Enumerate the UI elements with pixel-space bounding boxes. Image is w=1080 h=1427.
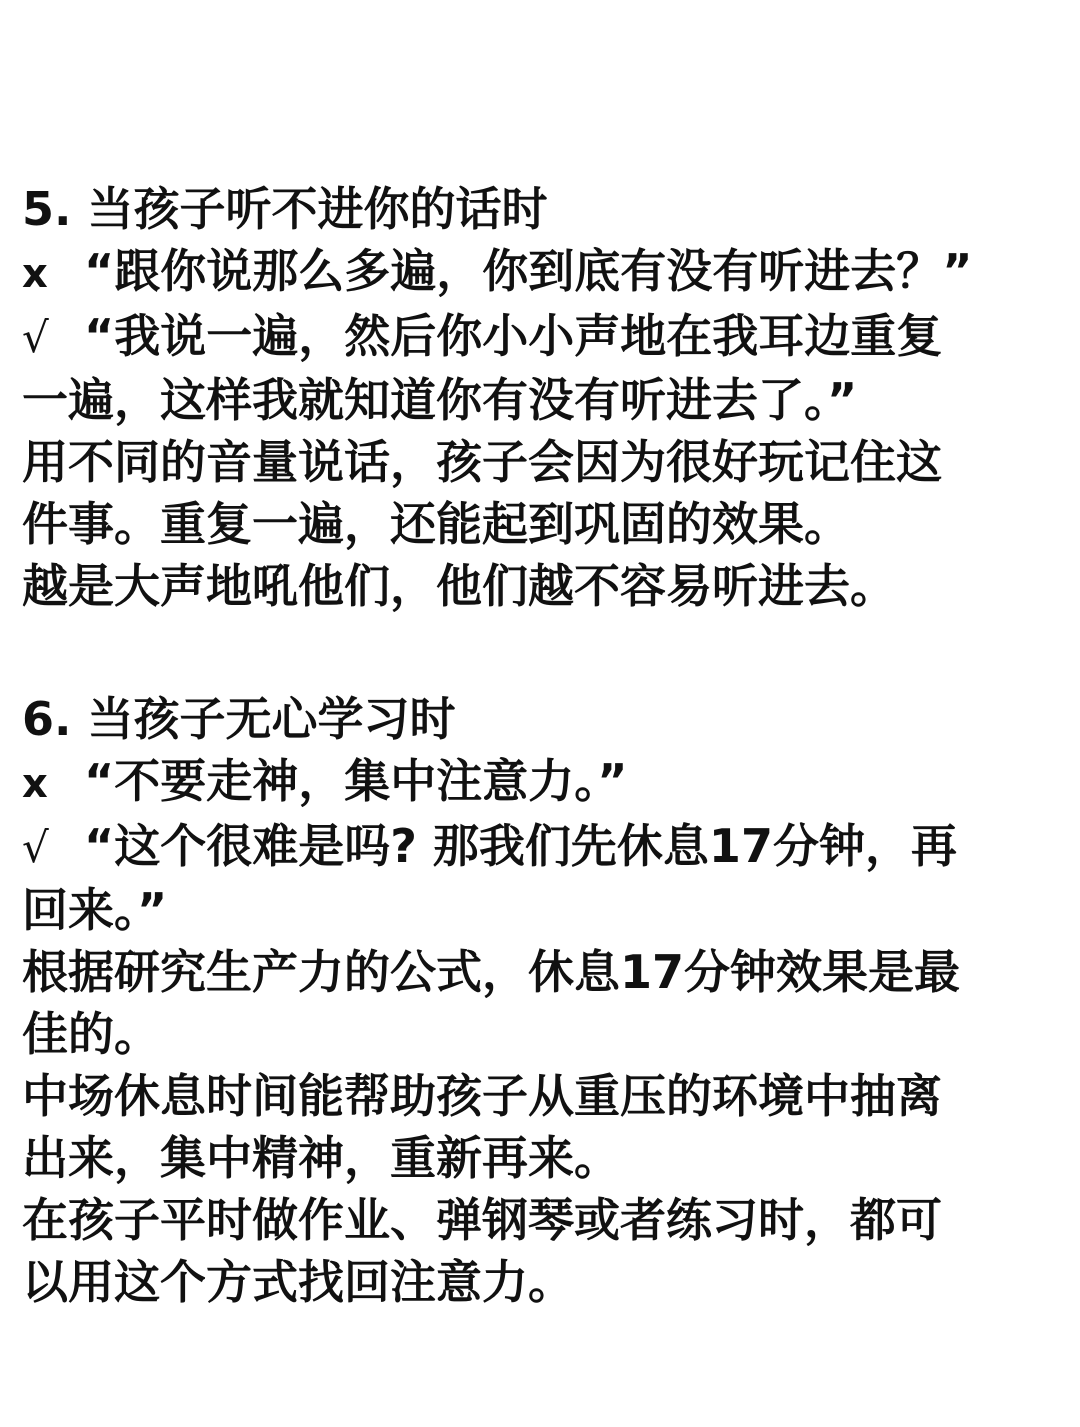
article (22, 178, 1062, 1313)
wrong-example (22, 750, 1062, 815)
right-example-continued: 一遍，这样我就知道你有没有听进去了。” (22, 373, 858, 427)
explanation-line: 出来，集中精神，重新再来。 (22, 1131, 620, 1185)
explanation-line: 中场休息时间能帮助孩子从重压的环境中抽离 (22, 1069, 942, 1123)
right-example (22, 815, 1062, 879)
right-example-continued: 回来。” (22, 883, 168, 937)
cross-icon: x (22, 251, 48, 297)
cross-icon: x (22, 761, 48, 807)
section-title: 6. 当孩子无心学习时 (22, 692, 456, 746)
right-example-text: “我说一遍，然后你小小声地在我耳边重复 (84, 309, 943, 363)
section-5 (22, 178, 1062, 617)
section-6 (22, 688, 1062, 1313)
section-title: 5. 当孩子听不进你的话时 (22, 182, 548, 236)
explanation-line: 根据研究生产力的公式，休息17分钟效果是最 (22, 945, 961, 999)
explanation-line: 用不同的音量说话，孩子会因为很好玩记住这 (22, 435, 942, 489)
right-example-text: “这个很难是吗? 那我们先休息17分钟，再 (84, 819, 957, 873)
check-icon: √ (22, 823, 49, 872)
explanation-line: 越是大声地吼他们，他们越不容易听进去。 (22, 559, 896, 613)
explanation-line: 以用这个方式找回注意力。 (22, 1255, 574, 1309)
explanation-line: 在孩子平时做作业、弹钢琴或者练习时，都可 (22, 1193, 942, 1247)
check-icon: √ (22, 313, 49, 362)
explanation-line: 件事。重复一遍，还能起到巩固的效果。 (22, 497, 850, 551)
right-example (22, 305, 1062, 369)
wrong-example (22, 240, 1062, 305)
wrong-example-text: “跟你说那么多遍，你到底有没有听进去？” (84, 244, 973, 298)
explanation-line: 佳的。 (22, 1007, 160, 1061)
wrong-example-text: “不要走神，集中注意力。” (84, 754, 628, 808)
